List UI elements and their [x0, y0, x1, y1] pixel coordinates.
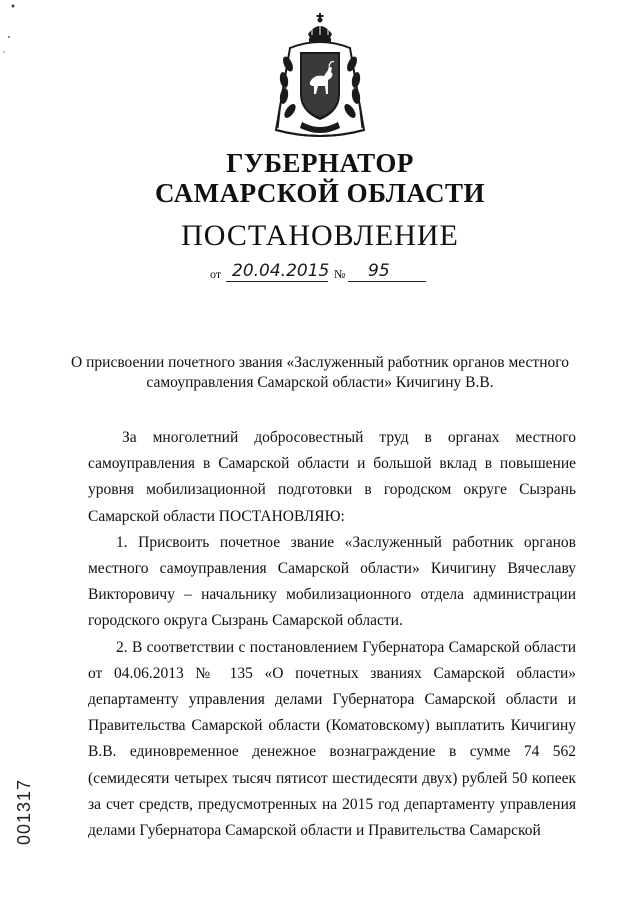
- authority-title-line1: ГУБЕРНАТОР: [226, 148, 414, 178]
- number-label: №: [334, 267, 346, 281]
- number-handwritten: 95: [368, 261, 390, 281]
- subject-line1: О присвоении почетного звания «Заслуженный работник органов местного: [71, 354, 569, 371]
- document-body: [88, 425, 576, 844]
- document-subject: [60, 353, 580, 393]
- document-type-title: ПОСТАНОВЛЕНИЕ: [181, 219, 459, 252]
- paragraph-item-2: 2. В соответствии с постановлением Губернатора Самарской области от 04.06.2013 № 135 «О почетных званиях Самарской области» департаменту управления делами Губернатора Самарской области и Правительства Самарской области (Коматовскому) выплатить Кичигину В.В. единовременное денежное вознаграждение в сумме 74 562 (семидесяти четырех тысяч пятисот шестидесяти двух) рублей 50 копеек за счет средств, предусмотренных на 2015 год департаменту управления делами Губернатора Самарской области и Правительства Самарской: [88, 638, 576, 840]
- date-number-line: [210, 262, 440, 286]
- coat-of-arms-emblem: [268, 8, 372, 142]
- subject-line2: самоуправления Самарской области» Кичигину В.В.: [146, 374, 494, 391]
- paragraph-preamble: За многолетний добросовестный труд в органах местного самоуправления в Самарской области и большой вклад в повышение уровня мобилизационной подготовки в городском округе Сызрань Самарской области ПОСТАНОВЛЯЮ:: [88, 429, 576, 525]
- date-handwritten: 20.04.2015: [232, 261, 330, 281]
- crown-icon: [308, 13, 332, 43]
- paragraph-item-1: 1. Присвоить почетное звание «Заслуженный работник органов местного самоуправления Самарской области» Кичигину Вячеславу Викторовичу – начальнику мобилизационного отдела администрации городского округа Сызрань Самарской области.: [88, 533, 576, 630]
- authority-title-line2: САМАРСКОЙ ОБЛАСТИ: [154, 178, 486, 208]
- date-from-label: от: [210, 267, 222, 281]
- archive-serial-stamp: 001317: [14, 778, 34, 845]
